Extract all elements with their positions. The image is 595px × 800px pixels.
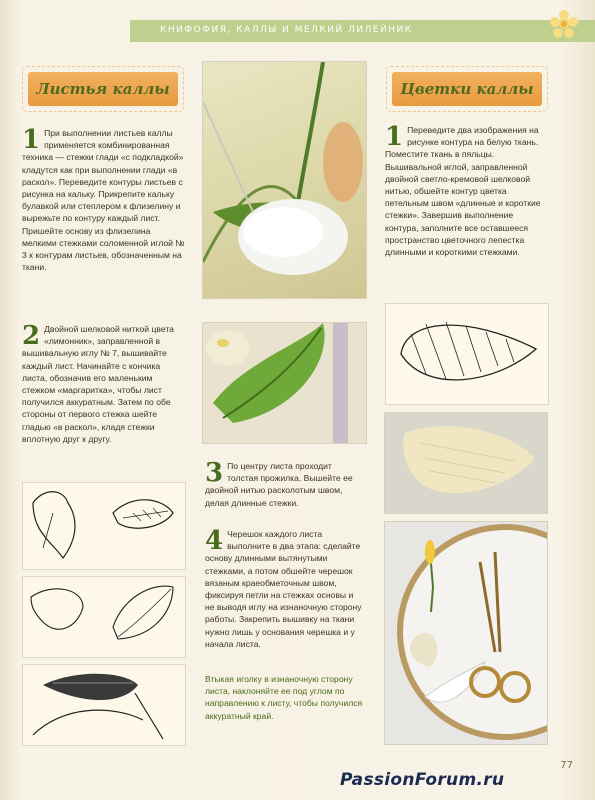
step-text: Черешок каждого листа выполните в два этапа: сделайте основу длинными вытянутыми стежками, а потом обшейте черешок вязаным краеобметочным швом, фиксируя петли на стежках основы и не выводя иглу на изнаночную сторону работы. Закрепить вышивку на ткани нужно лишь у основания черешка и у начала листа.: [205, 529, 362, 649]
photo-stitched-leaf: [203, 323, 366, 443]
tip-note: Втыкая иголку в изнаночную сторону листа, наклоняйте ее под углом по направлению к листу, чтобы получился аккуратный край.: [205, 674, 363, 721]
step-number: 2: [22, 321, 41, 351]
leaf-stitch-diagram: [22, 664, 186, 746]
flowers-step-1: [385, 124, 547, 258]
section-title-leaves: Листья каллы: [28, 72, 178, 106]
photo-leaf-padding: [203, 62, 366, 298]
step-text: По центру листа проходит толстая прожилка. Вышейте ее двойной нитью расколотым швом, делая длинные стежки.: [205, 461, 353, 508]
photo-illustration: [385, 522, 547, 744]
photo-calla-flower-scissors: [385, 522, 547, 744]
photo-stitched-petal: [385, 413, 547, 513]
page-header: КНИФОФИЯ, КАЛЛЫ И МЕЛКИЙ ЛИЛЕЙНИК: [160, 25, 413, 35]
photo-illustration: [385, 413, 547, 513]
leaves-step-4: [205, 528, 365, 650]
flower-decoration-icon: [549, 10, 579, 38]
step-number: 1: [22, 125, 41, 155]
photo-illustration: [203, 62, 366, 298]
photo-illustration: [203, 323, 366, 443]
section-title-flowers: Цветки каллы: [392, 72, 542, 106]
leaf-outline-diagram-2: [22, 576, 186, 658]
watermark: PassionForum.ru: [340, 770, 505, 790]
step-text: При выполнении листьев каллы применяется комбинированная техника — стежки глади «с подкладкой» кладутся как при выполнении глади «в раскол». Переведите контуры листьев с рисунка на кальку. Прикрепите кальку булавкой или степлером к флизелину и вырежьте по контуру каждый лист. Пришейте основу из флизелина мелкими стежками соломенной иглой № 3 к контурам листьев, обозначенным на ткани.: [22, 128, 185, 273]
leaf-outline-diagram-1: [22, 482, 186, 570]
leaves-step-1: [22, 127, 185, 273]
step-number: 3: [205, 458, 224, 488]
leaves-step-3: [205, 460, 365, 509]
leaves-step-2: [22, 323, 185, 445]
step-number: 1: [385, 122, 404, 152]
flower-outline-diagram: [385, 303, 549, 405]
step-text: Двойной шелковой ниткой цвета «лимонник», заправленной в вышивальную иглу № 7, вышивайте каждый лист. Начинайте с кончика листа, обозначив его маленьким стежком «маргаритка», чтобы лист получился аккуратным. Затем по обе стороны от первого стежка шейте гладью «в раскол», кладя стежки вплотную друг к другу.: [22, 324, 174, 444]
step-number: 4: [205, 526, 224, 556]
page-number: 77: [560, 760, 573, 771]
step-text: Переведите два изображения на рисунке контура на белую ткань. Поместите ткань в пяльцы. Вышивальной иглой, заправленной двойной светло-кремовой шелковой нитью, обшейте контур цветка петельным швом «длинные и короткие стежки». Завершив выполнение контура, заполните все оставшееся пространство цветочного лепестка длинными и короткими стежками.: [385, 125, 541, 258]
